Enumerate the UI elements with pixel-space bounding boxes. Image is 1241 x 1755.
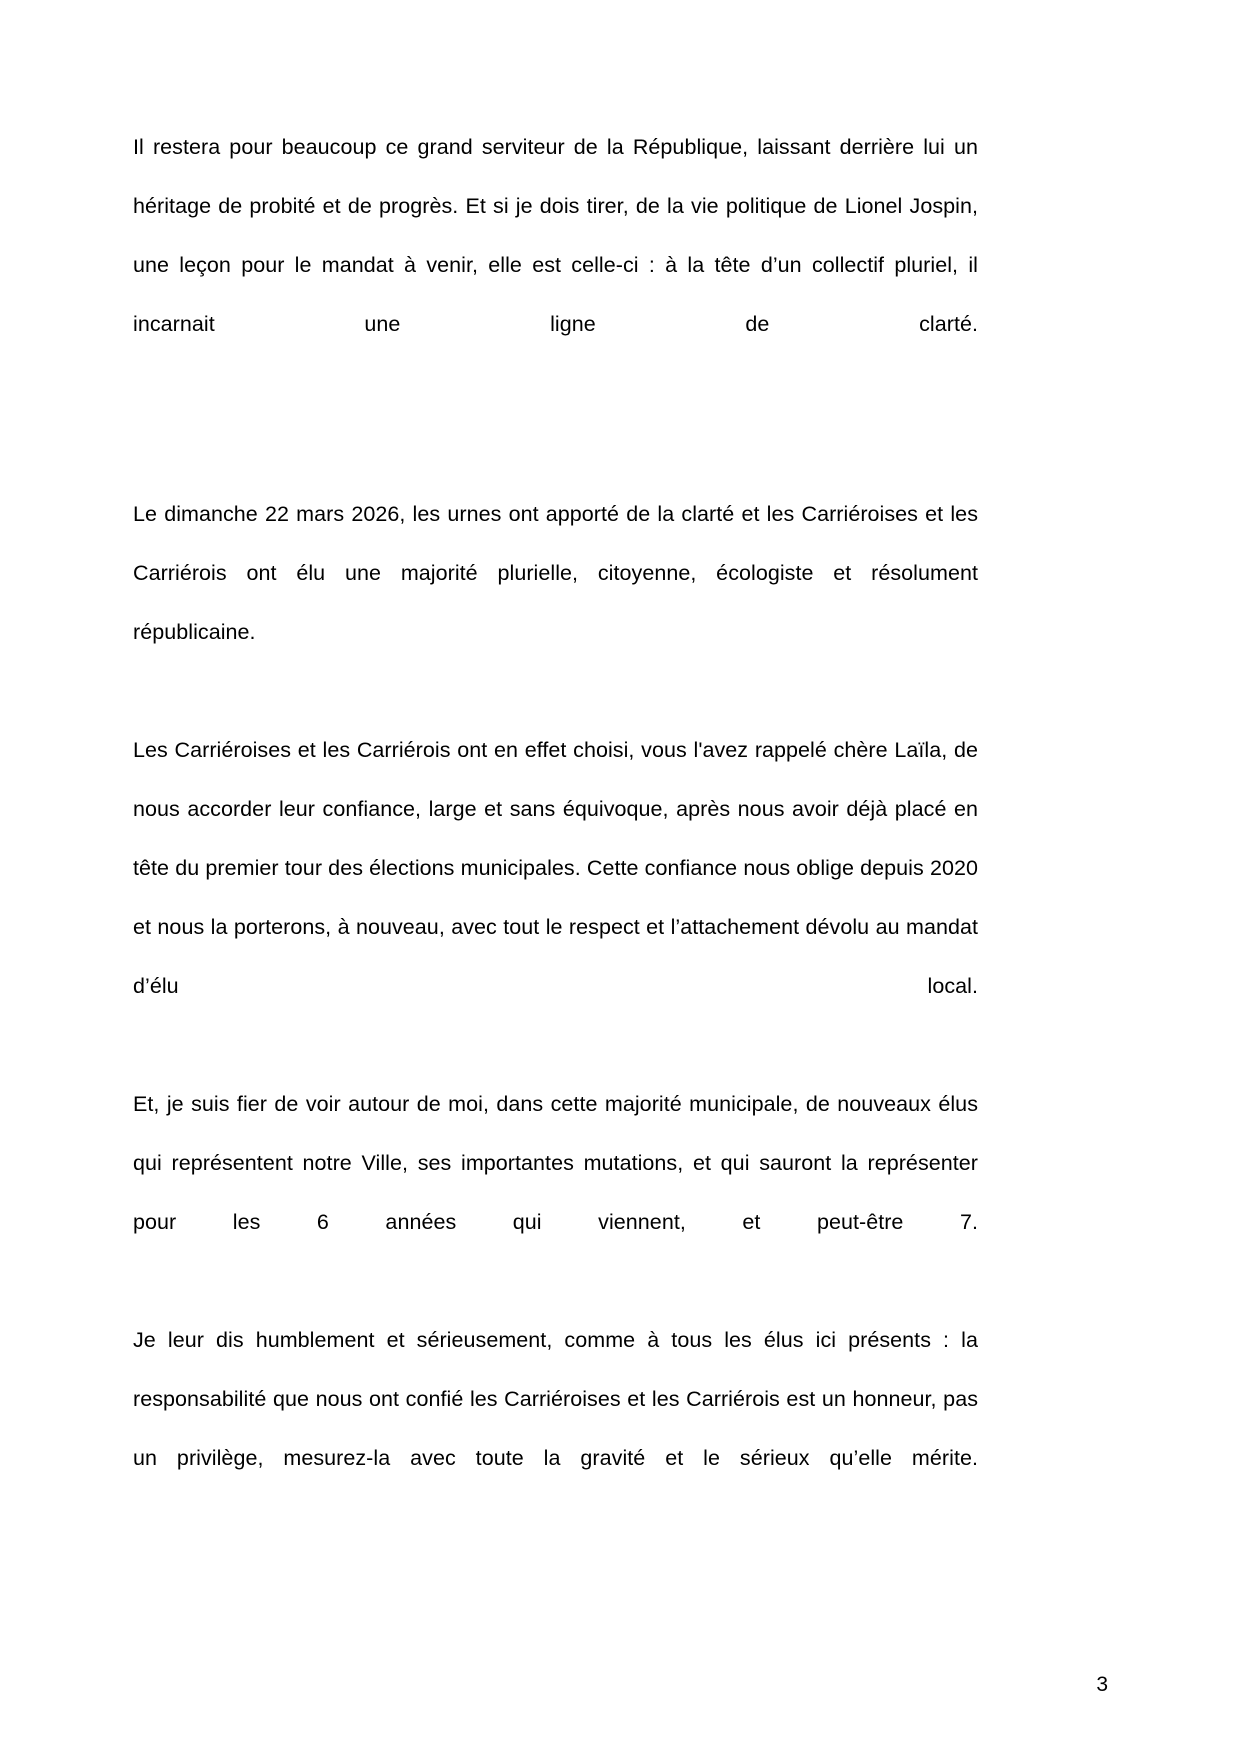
paragraph-4: Et, je suis fier de voir autour de moi, dans cette majorité municipale, de nouveaux élus qui représentent notre Ville, ses importantes mutations, et qui sauront la représenter pour les 6 années qui viennent, et peut-être 7. <box>133 1092 978 1234</box>
paragraph-spacer-1 <box>133 413 978 485</box>
document-body <box>133 118 978 1547</box>
paragraph-5: Je leur dis humblement et sérieusement, comme à tous les élus ici présents : la responsabilité que nous ont confié les Carriéroises et les Carriérois est un honneur, pas un privilège, mesurez-la avec toute la gravité et le sérieux qu’elle mérite. <box>133 1328 978 1470</box>
paragraph-2: Le dimanche 22 mars 2026, les urnes ont apporté de la clarté et les Carriéroises et les Carriérois ont élu une majorité plurielle, citoyenne, écologiste et résolument républicaine. <box>133 502 978 644</box>
paragraph-1: Il restera pour beaucoup ce grand serviteur de la République, laissant derrière lui un héritage de probité et de progrès. Et si je dois tirer, de la vie politique de Lionel Jospin, une leçon pour le mandat à venir, elle est celle-ci : à la tête d’un collectif pluriel, il incarnait une ligne de clarté. <box>133 135 978 336</box>
paragraph-3: Les Carriéroises et les Carriérois ont en effet choisi, vous l'avez rappelé chère Laïla, de nous accorder leur confiance, large et sans équivoque, après nous avoir déjà placé en tête du premier tour des élections municipales. Cette confiance nous oblige depuis 2020 et nous la porterons, à nouveau, avec tout le respect et l’attachement dévolu au mandat d’élu local. <box>133 738 978 998</box>
page-number: 3 <box>1096 1673 1108 1696</box>
